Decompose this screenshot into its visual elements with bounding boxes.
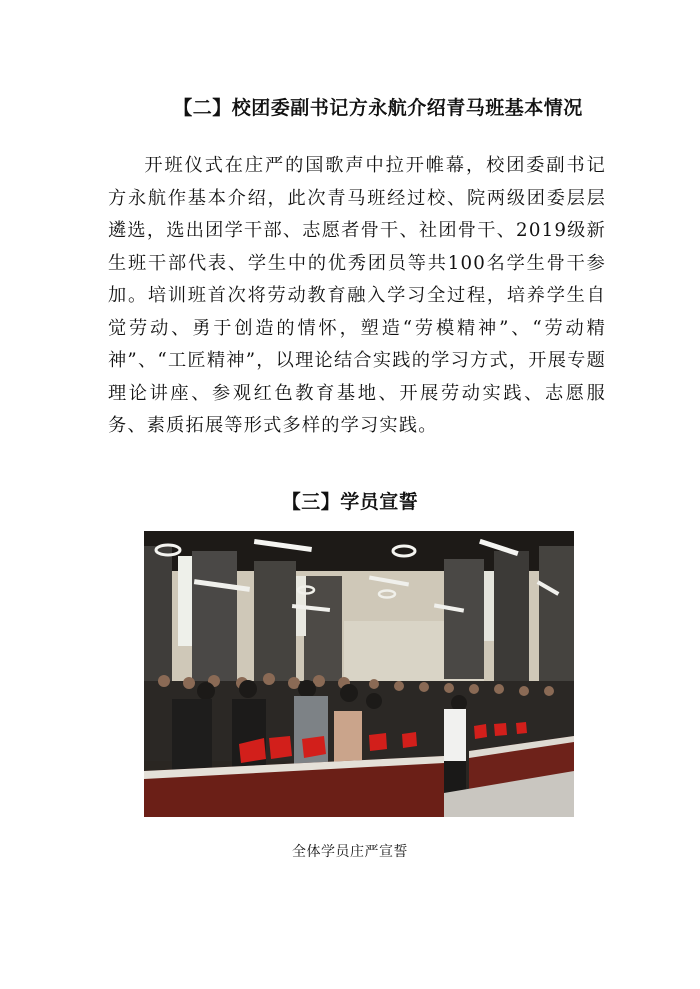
section-heading-2: 【二】校团委副书记方永航介绍青马班基本情况	[173, 97, 583, 119]
section-heading-3: 【三】学员宣誓	[281, 491, 419, 513]
oath-ceremony-photo	[144, 531, 574, 817]
section-paragraph: 开班仪式在庄严的国歌声中拉开帷幕，校团委副书记方永航作基本介绍，此次青马班经过校、院两级团委层层遴选，选出团学干部、志愿者骨干、社团骨干、2019级新生班干部代表、学生中的优秀团员等共100名学生骨干参加。培训班首次将劳动教育融入学习全过程，培养学生自觉劳动、勇于创造的情怀，塑造“劳模精神”、“劳动精神”、“工匠精神”，以理论结合实践的学习方式，开展专题理论讲座、参观红色教育基地、开展劳动实践、志愿服务、素质拓展等形式多样的学习实践。	[108, 155, 606, 436]
photo-caption: 全体学员庄严宣誓	[292, 844, 408, 860]
